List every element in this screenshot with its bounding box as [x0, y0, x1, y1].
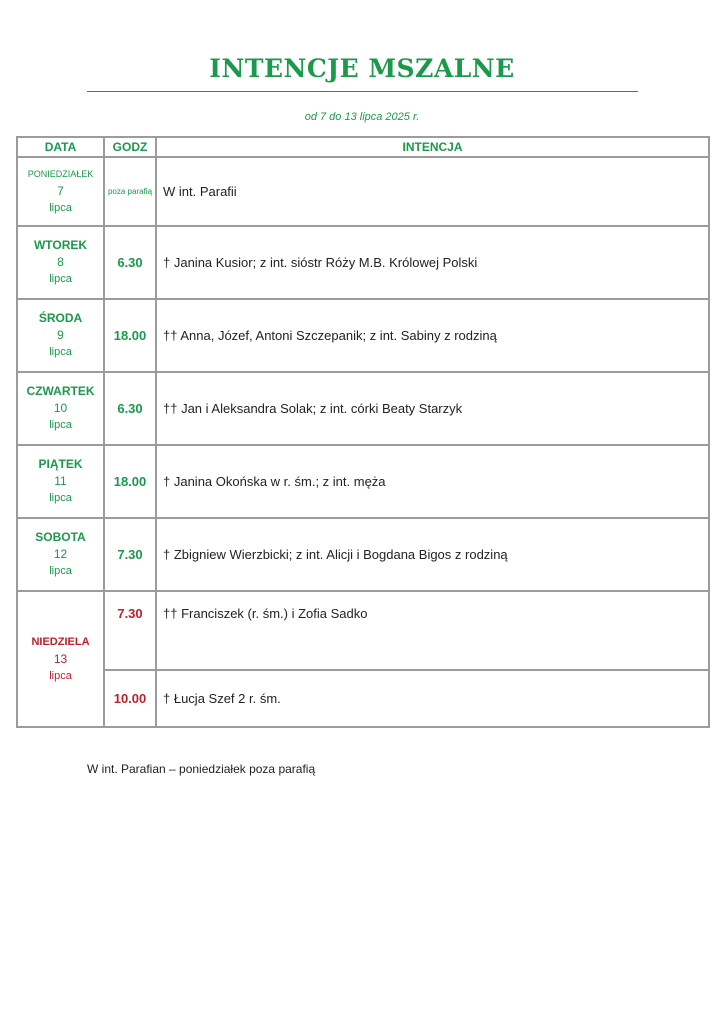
mass-intention: † Łucja Szef 2 r. śm. [156, 670, 709, 727]
day-name: PONIEDZIAŁEK [27, 169, 94, 179]
mass-intention: †† Franciszek (r. śm.) i Zofia Sadko [156, 591, 709, 670]
day-name: WTOREK [33, 238, 88, 252]
day-name: ŚRODA [38, 311, 83, 325]
page-title: INTENCJE MSZALNE [209, 54, 515, 83]
mass-hour: 18.00 [104, 299, 156, 372]
mass-hour: 7.30 [104, 518, 156, 591]
day-cell-saturday [17, 518, 104, 591]
mass-intention: † Janina Kusior; z int. sióstr Róży M.B. Królowej Polski [156, 226, 709, 299]
mass-hour: 6.30 [104, 372, 156, 445]
day-month: lipca [49, 565, 72, 577]
mass-intention: W int. Parafii [156, 157, 709, 226]
day-cell-friday [17, 445, 104, 518]
mass-hour: 10.00 [104, 670, 156, 727]
day-name: PIĄTEK [38, 457, 83, 471]
table-row [17, 226, 709, 299]
table-row [17, 372, 709, 445]
footnote: W int. Parafian – poniedziałek poza parafią [87, 762, 316, 776]
day-cell-sunday [17, 591, 104, 727]
day-number: 9 [57, 328, 64, 342]
table-row [17, 518, 709, 591]
header-intention: INTENCJA [156, 137, 709, 157]
table-row [17, 445, 709, 518]
day-month: lipca [49, 419, 72, 431]
day-number: 11 [54, 474, 67, 488]
mass-intention: †† Jan i Aleksandra Solak; z int. córki Beaty Starzyk [156, 372, 709, 445]
day-month: lipca [49, 346, 72, 358]
mass-hour: poza parafią [104, 157, 156, 226]
day-number: 10 [53, 401, 68, 415]
table-row [17, 670, 709, 727]
mass-intention: †† Anna, Józef, Antoni Szczepanik; z int. Sabiny z rodziną [156, 299, 709, 372]
day-cell-wednesday [17, 299, 104, 372]
day-number: 12 [53, 547, 68, 561]
day-name: NIEDZIELA [31, 635, 90, 648]
day-cell-monday [17, 157, 104, 226]
table-row [17, 157, 709, 226]
mass-intention: † Zbigniew Wierzbicki; z int. Alicji i Bogdana Bigos z rodziną [156, 518, 709, 591]
day-name: CZWARTEK [26, 384, 95, 398]
day-name: SOBOTA [35, 530, 86, 544]
day-month: lipca [49, 202, 72, 214]
day-number: 8 [57, 255, 64, 269]
title-underline [87, 91, 638, 92]
header-hour: GODZ [104, 137, 156, 157]
day-cell-tuesday [17, 226, 104, 299]
day-month: lipca [49, 669, 72, 682]
day-cell-thursday [17, 372, 104, 445]
mass-hour: 18.00 [104, 445, 156, 518]
table-header-row [17, 137, 709, 157]
mass-hour: 6.30 [104, 226, 156, 299]
day-number: 13 [53, 651, 68, 666]
day-month: lipca [49, 492, 72, 504]
header-date: DATA [17, 137, 104, 157]
mass-schedule-table [16, 136, 710, 728]
table-row [17, 591, 709, 670]
day-month: lipca [49, 273, 72, 285]
mass-hour: 7.30 [104, 591, 156, 670]
table-row [17, 299, 709, 372]
date-range: od 7 do 13 lipca 2025 r. [304, 111, 420, 123]
day-number: 7 [57, 184, 64, 198]
mass-intention: † Janina Okońska w r. śm.; z int. męża [156, 445, 709, 518]
